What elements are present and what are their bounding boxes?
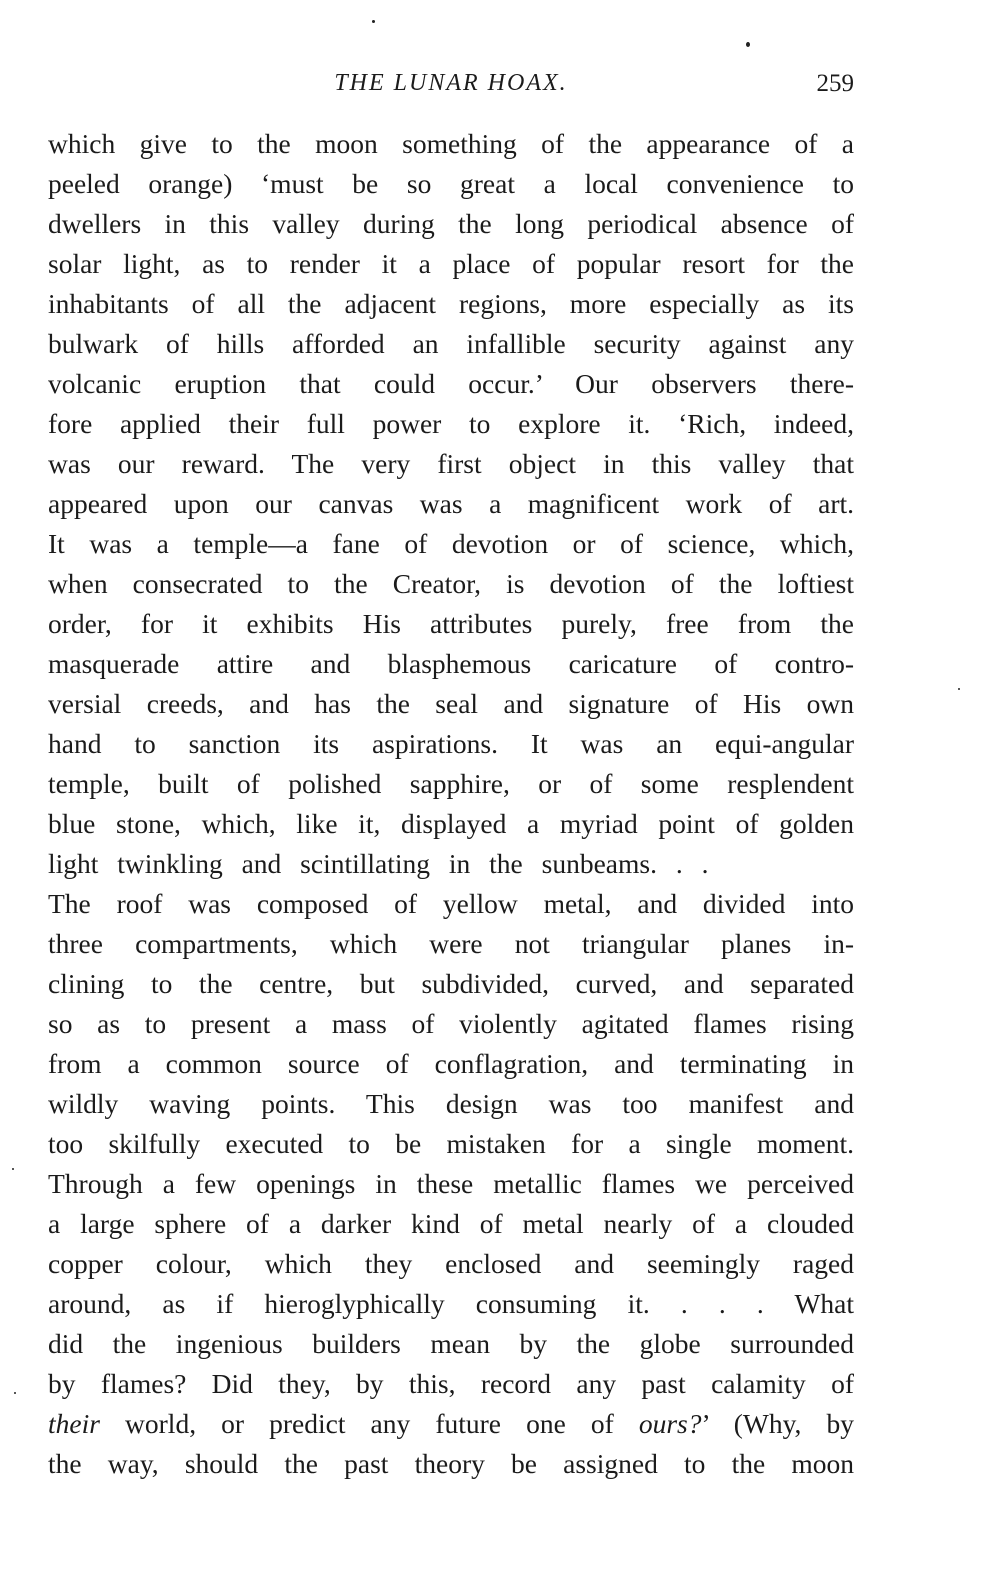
text-line: clining to the centre, but subdivided, curved, and separated <box>48 968 854 999</box>
text-line: It was a temple—a fane of devotion or of science, which, <box>48 528 854 559</box>
text-line: versial creeds, and has the seal and signature of His own <box>48 688 854 719</box>
body-text <box>48 124 854 1484</box>
text-line: light twinkling and scintillating in the sunbeams. . . <box>48 848 709 879</box>
text-line: was our reward. The very first object in this valley that <box>48 448 854 479</box>
running-title: THE LUNAR HOAX. <box>334 70 568 96</box>
text-line: a large sphere of a darker kind of metal nearly of a clouded <box>48 1208 854 1239</box>
text-line: from a common source of conflagration, and terminating in <box>48 1048 854 1079</box>
text-line: The roof was composed of yellow metal, and divided into <box>48 888 854 919</box>
text-line: by flames? Did they, by this, record any past calamity of <box>48 1368 854 1399</box>
text-line: when consecrated to the Creator, is devotion of the loftiest <box>48 568 854 599</box>
ink-speck <box>14 1392 16 1394</box>
text-line: copper colour, which they enclosed and seemingly raged <box>48 1248 854 1279</box>
text-line: around, as if hieroglyphically consuming it. . . . What <box>48 1288 854 1319</box>
italic-word: their <box>48 1408 100 1439</box>
text-line: too skilfully executed to be mistaken for a single moment. <box>48 1128 854 1159</box>
text-line-with-italics <box>48 1404 854 1444</box>
text-line: bulwark of hills afforded an infallible security against any <box>48 328 854 359</box>
text-line: peeled orange) ‘must be so great a local convenience to <box>48 168 854 199</box>
text-line: solar light, as to render it a place of popular resort for the <box>48 248 854 279</box>
page-number: 259 <box>816 70 854 97</box>
ink-speck <box>12 1168 14 1170</box>
text-line: fore applied their full power to explore it. ‘Rich, indeed, <box>48 408 854 439</box>
line-segment: ’ (Why, by <box>701 1408 854 1439</box>
text-line: so as to present a mass of violently agitated flames rising <box>48 1008 854 1039</box>
ink-speck <box>746 42 750 47</box>
text-line: the way, should the past theory be assigned to the moon <box>48 1448 854 1479</box>
text-line: order, for it exhibits His attributes purely, free from the <box>48 608 854 639</box>
italic-word: ours? <box>638 1408 702 1439</box>
line-segment: world, or predict any future one of <box>99 1408 639 1439</box>
text-line: which give to the moon something of the appearance of a <box>48 128 854 159</box>
text-line: three compartments, which were not triangular planes in- <box>48 928 854 959</box>
text-line: wildly waving points. This design was too manifest and <box>48 1088 854 1119</box>
ink-speck <box>958 688 960 690</box>
text-line: inhabitants of all the adjacent regions, more especially as its <box>48 288 854 319</box>
text-line: temple, built of polished sapphire, or of some resplendent <box>48 768 854 799</box>
text-line: appeared upon our canvas was a magnificent work of art. <box>48 488 854 519</box>
running-head <box>48 70 854 106</box>
text-line: volcanic eruption that could occur.’ Our observers there- <box>48 368 854 399</box>
ink-speck <box>372 20 375 23</box>
text-line: hand to sanction its aspirations. It was an equi-angular <box>48 728 854 759</box>
text-line: did the ingenious builders mean by the globe surrounded <box>48 1328 854 1359</box>
text-line: Through a few openings in these metallic flames we perceived <box>48 1168 854 1199</box>
text-line: blue stone, which, like it, displayed a myriad point of golden <box>48 808 854 839</box>
text-line: dwellers in this valley during the long periodical absence of <box>48 208 854 239</box>
text-line: masquerade attire and blasphemous caricature of contro- <box>48 648 854 679</box>
